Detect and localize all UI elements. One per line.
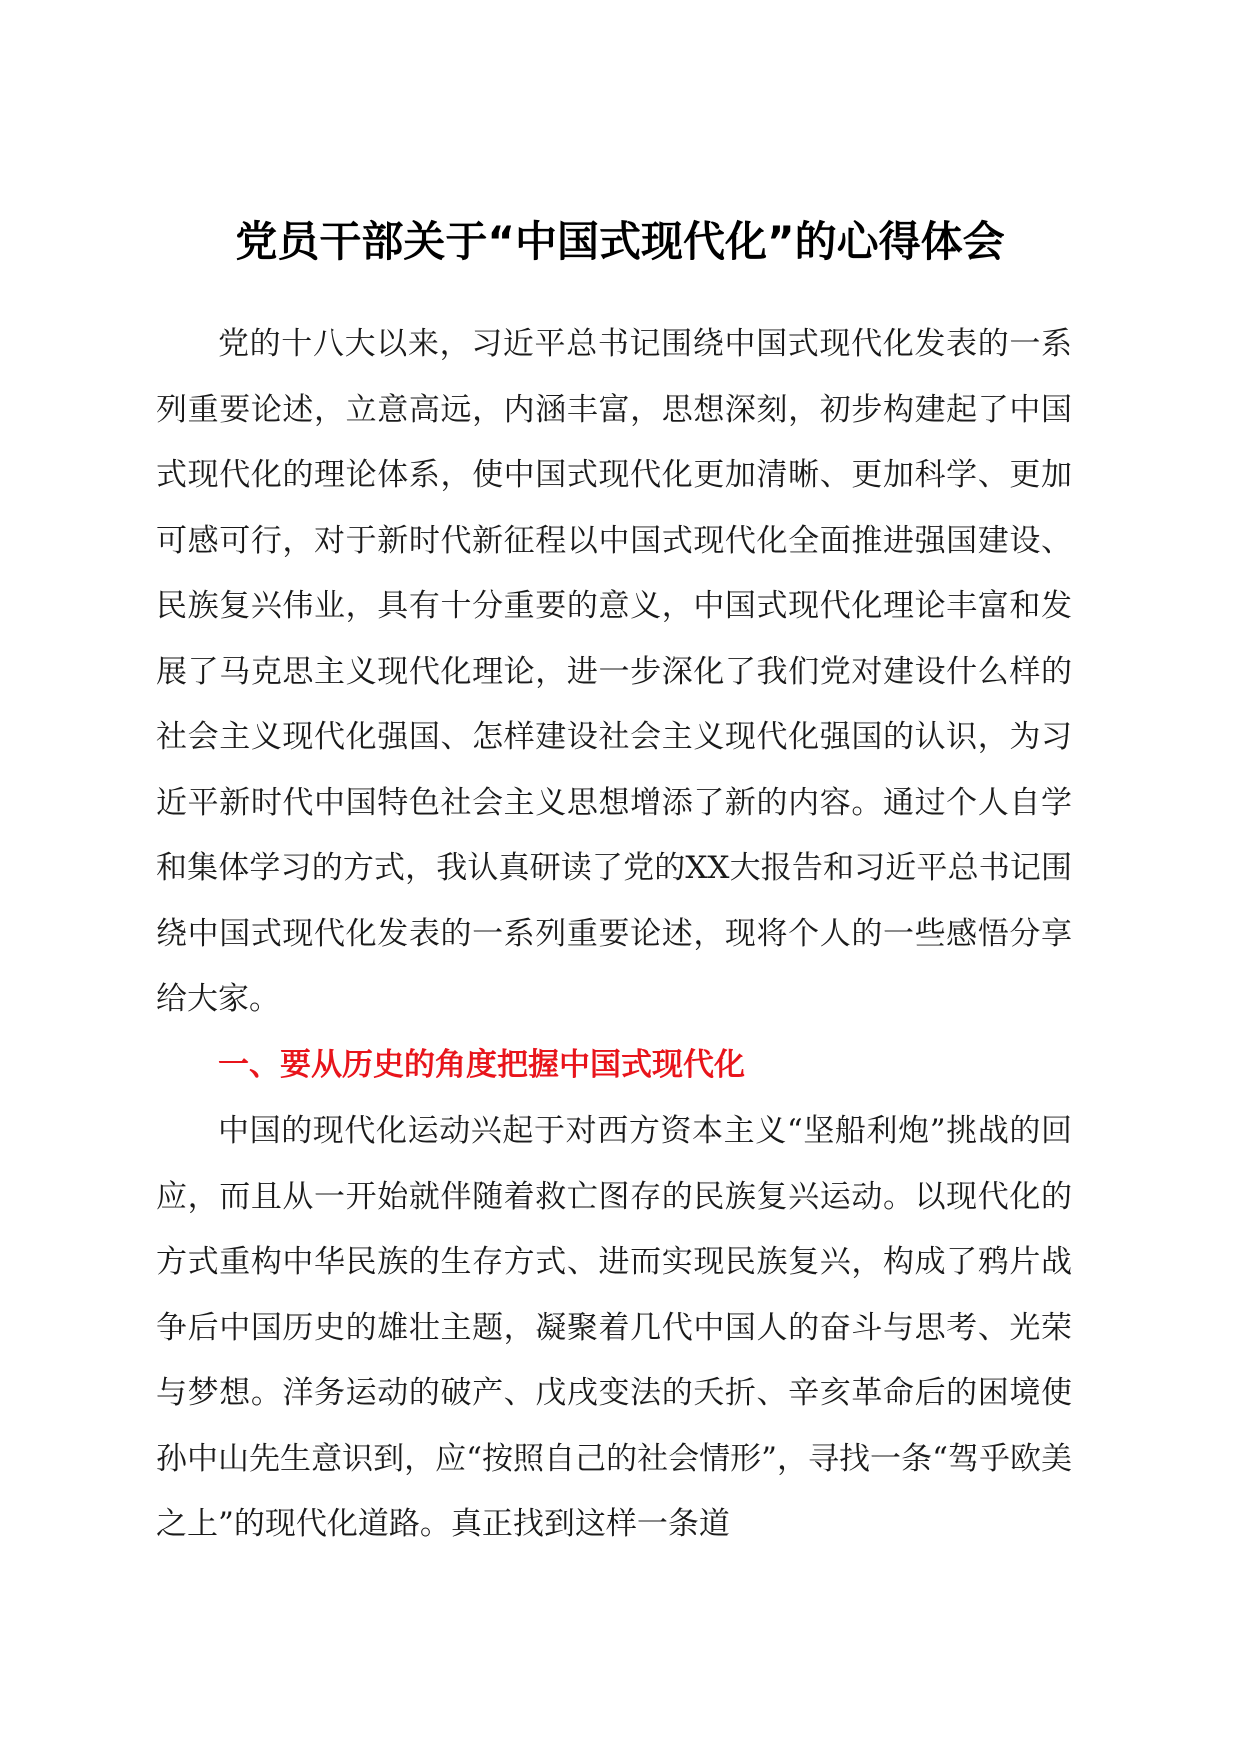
paragraph-intro: 党的十八大以来，习近平总书记围绕中国式现代化发表的一系列重要论述，立意高远，内涵丰富，思想深刻，初步构建起了中国式现代化的理论体系，使中国式现代化更加清晰、更加科学、更加可感可行，对于新时代新征程以中国式现代化全面推进强国建设、民族复兴伟业，具有十分重要的意义，中国式现代化理论丰富和发展了马克思主义现代化理论，进一步深化了我们党对建设什么样的社会主义现代化强国、怎样建设社会主义现代化强国的认识，为习近平新时代中国特色社会主义思想增添了新的内容。通过个人自学和集体学习的方式，我认真研读了党的XX大报告和习近平总书记围绕中国式现代化发表的一系列重要论述，现将个人的一些感悟分享给大家。	[156, 326, 1072, 1017]
paragraph-history: 中国的现代化运动兴起于对西方资本主义“坚船利炮”挑战的回应，而且从一开始就伴随着救亡图存的民族复兴运动。以现代化的方式重构中华民族的生存方式、进而实现民族复兴，构成了鸦片战争后中国历史的雄壮主题，凝聚着几代中国人的奋斗与思考、光荣与梦想。洋务运动的破产、戊戌变法的夭折、辛亥革命后的困境使孙中山先生意识到，应“按照自己的社会情形”，寻找一条“驾乎欧美之上”的现代化道路。真正找到这样一条道	[156, 1113, 1072, 1542]
document-title: 党员干部关于“中国式现代化”的心得体会	[235, 217, 1005, 266]
section-heading-history: 一、要从历史的角度把握中国式现代化	[218, 1047, 745, 1083]
